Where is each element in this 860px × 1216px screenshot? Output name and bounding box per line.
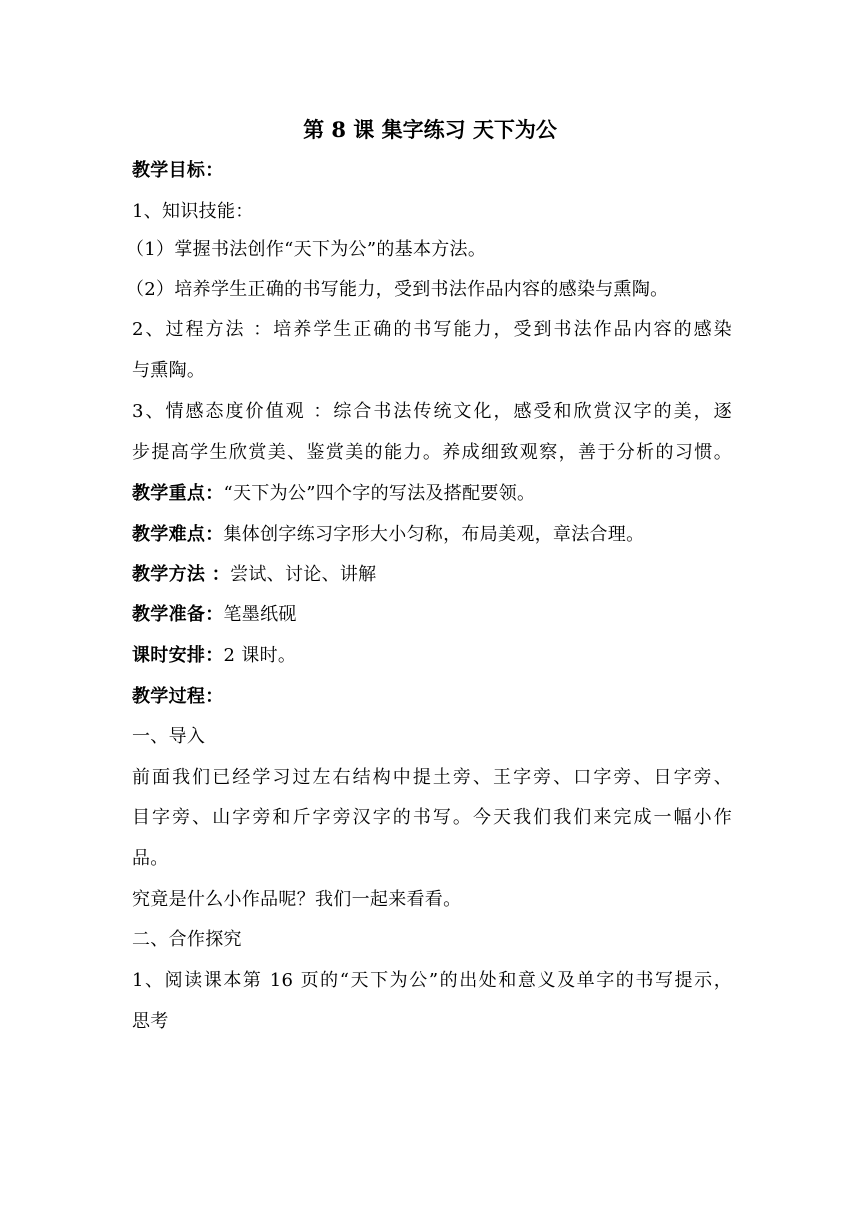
knowledge-item-2: （2）培养学生正确的书写能力，受到书法作品内容的感染与熏陶。 bbox=[126, 279, 669, 300]
schedule bbox=[132, 642, 732, 670]
key-point bbox=[132, 480, 732, 508]
key-point-label: 教学重点： bbox=[132, 483, 224, 504]
difficulty-label: 教学难点： bbox=[132, 524, 224, 545]
emotion-values-line-1: 3、情感态度价值观 ：综合书法传统文化，感受和欣赏汉字的美，逐 bbox=[132, 401, 732, 422]
explore-paragraph-line-1: 1、阅读课本第 16 页的“天下为公”的出处和意义及单字的书写提示， bbox=[132, 970, 732, 991]
process-heading: 教学过程： bbox=[132, 686, 224, 707]
process-method-line-2: 与熏陶。 bbox=[132, 360, 206, 381]
teaching-method bbox=[132, 561, 732, 589]
difficulty-text: 集体创字练习字形大小匀称，布局美观，章法合理。 bbox=[223, 524, 645, 545]
schedule-label: 课时安排： bbox=[132, 645, 224, 666]
objectives-heading: 教学目标： bbox=[132, 160, 224, 181]
knowledge-item-1: （1）掌握书法创作“天下为公”的基本方法。 bbox=[126, 239, 487, 260]
preparation-label: 教学准备： bbox=[132, 604, 224, 625]
key-point-text: “天下为公”四个字的写法及搭配要领。 bbox=[223, 483, 536, 504]
intro-section-title: 一、导入 bbox=[132, 726, 206, 747]
teaching-method-text: 尝试、讨论、讲解 bbox=[230, 564, 377, 585]
knowledge-skills: 1、知识技能： bbox=[132, 201, 254, 222]
emotion-values-line-2: 步提高学生欣赏美、鉴赏美的能力。养成细致观察，善于分析的习惯。 bbox=[132, 442, 732, 463]
process-method-line-1: 2、过程方法 ：培养学生正确的书写能力，受到书法作品内容的感染 bbox=[132, 319, 732, 340]
intro-paragraph-line-3: 品。 bbox=[132, 848, 169, 869]
preparation-text: 笔墨纸砚 bbox=[223, 604, 297, 625]
intro-paragraph-line-2: 目字旁、山字旁和斤字旁汉字的书写。今天我们我们来完成一幅小作 bbox=[132, 807, 732, 828]
schedule-text: 2 课时。 bbox=[223, 645, 297, 666]
lesson-title: 第 8 课 集字练习 天下为公 bbox=[303, 117, 557, 142]
difficulty bbox=[132, 521, 732, 549]
explore-section-title: 二、合作探究 bbox=[132, 929, 242, 950]
intro-paragraph-line-1: 前面我们已经学习过左右结构中提土旁、王字旁、口字旁、日字旁、 bbox=[132, 767, 732, 788]
teaching-method-label: 教学方法 ： bbox=[132, 564, 231, 585]
intro-question: 究竟是什么小作品呢？我们一起来看看。 bbox=[132, 889, 462, 910]
explore-paragraph-line-2: 思考 bbox=[132, 1011, 169, 1032]
preparation bbox=[132, 601, 732, 629]
